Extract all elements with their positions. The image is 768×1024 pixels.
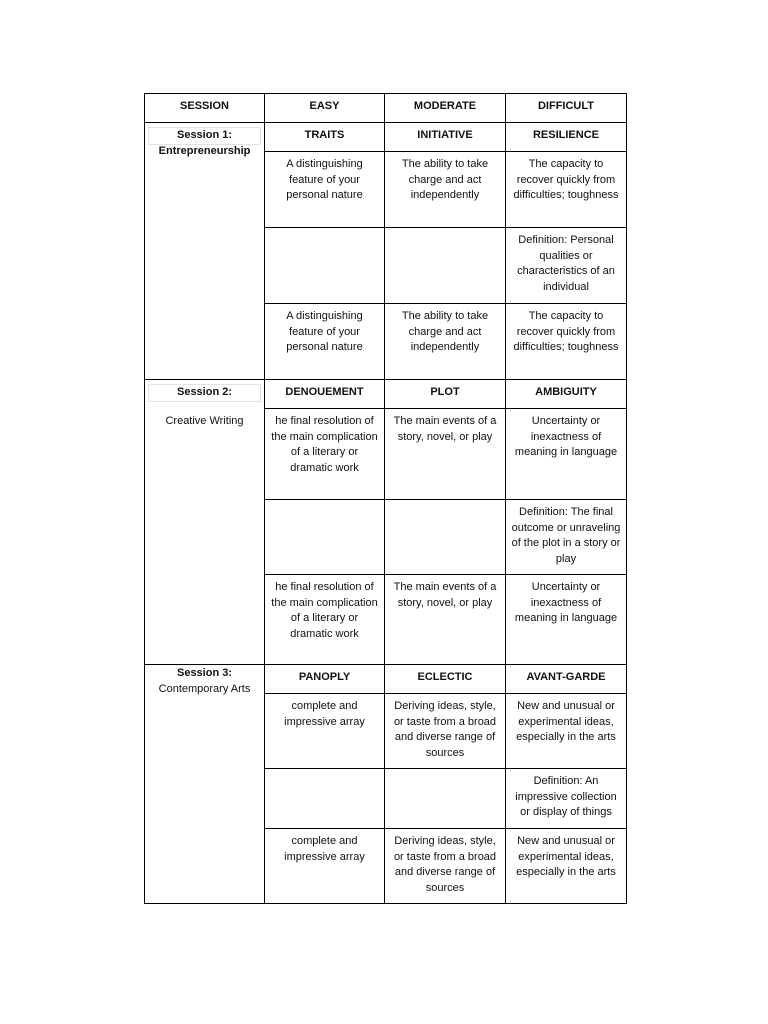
table-cell: New and unusual or experimental ideas, especially in the arts: [506, 694, 627, 769]
table-cell: he final resolution of the main complication of a literary or dramatic work: [265, 409, 385, 500]
table-cell: Deriving ideas, style, or taste from a broad and diverse range of sources: [385, 694, 506, 769]
table-cell: Deriving ideas, style, or taste from a broad and diverse range of sources: [385, 829, 506, 904]
header-row: [145, 94, 627, 123]
session-3-col-easy: PANOPLY: [265, 665, 385, 694]
header-moderate: MODERATE: [385, 94, 506, 123]
table-cell: Uncertainty or inexactness of meaning in language: [506, 575, 627, 665]
table-cell: New and unusual or experimental ideas, especially in the arts: [506, 829, 627, 904]
table-cell: [385, 769, 506, 829]
table-cell: complete and impressive array: [265, 694, 385, 769]
session-1-title: Session 1:: [149, 128, 260, 144]
session-2-col-difficult: AMBIGUITY: [506, 380, 627, 409]
session-1-col-difficult: RESILIENCE: [506, 123, 627, 152]
table-cell: [265, 769, 385, 829]
table-cell: The ability to take charge and act independently: [385, 152, 506, 228]
session-1-cell: [145, 123, 265, 380]
table-cell: The main events of a story, novel, or play: [385, 575, 506, 665]
session-3-name: Contemporary Arts: [158, 682, 251, 695]
session-3-col-difficult: AVANT-GARDE: [506, 665, 627, 694]
table-cell: [265, 500, 385, 575]
table-cell: A distinguishing feature of your personal nature: [265, 152, 385, 228]
session-2-cell: [145, 380, 265, 665]
session-3-cell: [145, 665, 265, 904]
table-cell: Definition: Personal qualities or characteristics of an individual: [506, 228, 627, 304]
session-2-col-moderate: PLOT: [385, 380, 506, 409]
session-1-col-easy: TRAITS: [265, 123, 385, 152]
session-2-name: Creative Writing: [165, 414, 244, 427]
table-cell: Definition: The final outcome or unraveling of the plot in a story or play: [506, 500, 627, 575]
table-cell: [385, 500, 506, 575]
session-2-col-easy: DENOUEMENT: [265, 380, 385, 409]
header-easy: EASY: [265, 94, 385, 123]
table-cell: he final resolution of the main complication of a literary or dramatic work: [265, 575, 385, 665]
table-cell: The capacity to recover quickly from difficulties; toughness: [506, 152, 627, 228]
session-1-name: Entrepreneurship: [158, 144, 251, 157]
session-3-title: Session 3:: [176, 667, 233, 679]
session-1-columns-row: [145, 123, 627, 152]
table-cell: The main events of a story, novel, or play: [385, 409, 506, 500]
session-3-col-moderate: ECLECTIC: [385, 665, 506, 694]
session-3-columns-row: [145, 665, 627, 694]
table-cell: The ability to take charge and act independently: [385, 304, 506, 380]
table-cell: Definition: An impressive collection or display of things: [506, 769, 627, 829]
session-2-title: Session 2:: [149, 385, 260, 401]
table-cell: [385, 228, 506, 304]
session-1-col-moderate: INITIATIVE: [385, 123, 506, 152]
table-cell: Uncertainty or inexactness of meaning in language: [506, 409, 627, 500]
table-cell: A distinguishing feature of your personal nature: [265, 304, 385, 380]
session-2-columns-row: [145, 380, 627, 409]
table-cell: complete and impressive array: [265, 829, 385, 904]
header-session: SESSION: [145, 94, 265, 123]
sessions-table: [144, 93, 627, 904]
table-cell: The capacity to recover quickly from difficulties; toughness: [506, 304, 627, 380]
header-difficult: DIFFICULT: [506, 94, 627, 123]
table-cell: [265, 228, 385, 304]
